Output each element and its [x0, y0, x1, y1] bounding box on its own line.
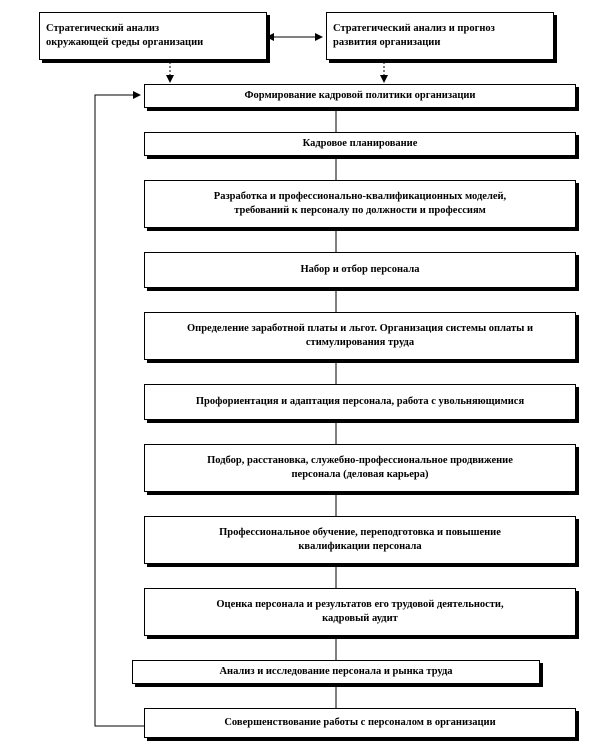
box-development-forecast-line1: Стратегический анализ и прогноз: [333, 22, 495, 34]
step-hr-policy: [144, 84, 576, 108]
step-career: [144, 444, 576, 492]
box-environment-analysis-line2: окружающей среды организации: [46, 37, 204, 48]
box-development-forecast-line2: развития организации: [333, 37, 441, 48]
box-environment-analysis-line1: Стратегический анализ: [46, 22, 160, 34]
step-qualification-models: [144, 180, 576, 228]
step-evaluation-audit: [144, 588, 576, 636]
step-improvement: [144, 708, 576, 738]
step-evaluation-audit-line1: Оценка персонала и результатов его трудовой деятельности,: [216, 598, 504, 610]
step-orientation-adaptation: [144, 384, 576, 420]
step-training: [144, 516, 576, 564]
step-labor-market-analysis-label: Анализ и исследование персонала и рынка труда: [219, 665, 453, 677]
step-hr-planning: [144, 132, 576, 156]
step-training-line1: Профессиональное обучение, переподготовка и повышение: [219, 526, 501, 538]
box-development-forecast: [326, 12, 554, 60]
step-qualification-models-line1: Разработка и профессионально-квалификационных моделей,: [213, 190, 507, 202]
step-labor-market-analysis: [132, 660, 540, 684]
step-compensation-line1: Определение заработной платы и льгот. Организация системы оплаты и: [186, 322, 534, 334]
step-orientation-adaptation-label: Профориентация и адаптация персонала, работа с увольняющимися: [195, 395, 525, 407]
feedback-loop: [95, 95, 144, 726]
step-compensation-line2: стимулирования труда: [305, 337, 415, 348]
step-qualification-models-line2: требований к персоналу по должности и профессиям: [234, 205, 486, 216]
step-hr-policy-label: Формирование кадровой политики организации: [244, 89, 476, 101]
step-recruitment: [144, 252, 576, 288]
step-improvement-label: Совершенствование работы с персоналом в организации: [224, 716, 496, 728]
step-evaluation-audit-line2: кадровый аудит: [322, 613, 398, 624]
step-recruitment-label: Набор и отбор персонала: [300, 263, 420, 275]
step-hr-planning-label: Кадровое планирование: [302, 137, 418, 149]
step-career-line1: Подбор, расстановка, служебно-профессиональное продвижение: [207, 454, 513, 466]
step-training-line2: квалификации персонала: [298, 541, 422, 552]
step-career-line2: персонала (деловая карьера): [291, 469, 429, 480]
box-environment-analysis: [39, 12, 267, 60]
step-compensation: [144, 312, 576, 360]
